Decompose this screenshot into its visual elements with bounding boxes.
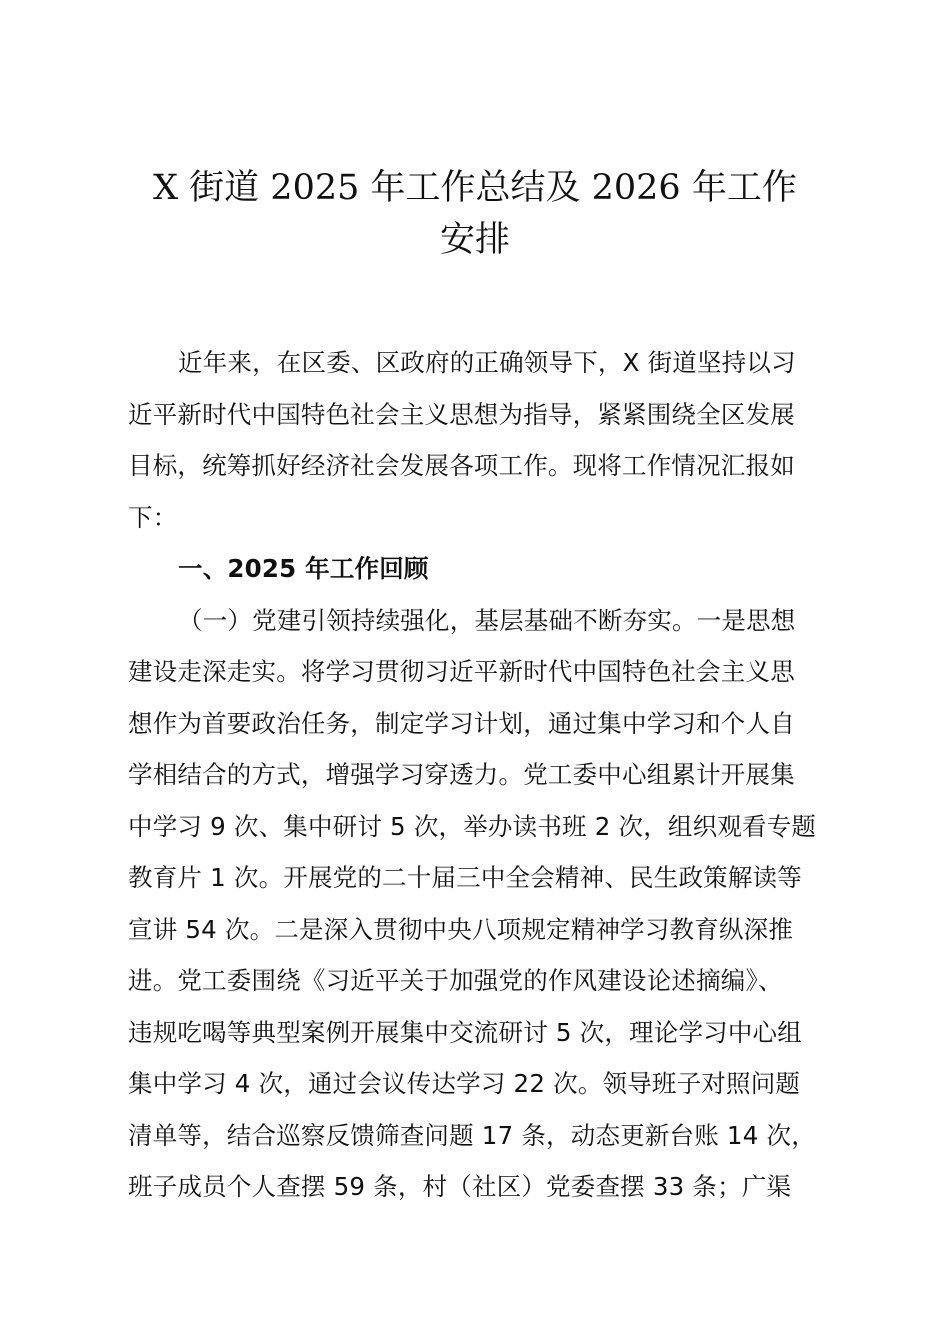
paragraph-line: 宣讲 54 次。二是深入贯彻中央八项规定精神学习教育纵深推 bbox=[128, 914, 794, 944]
intro-line: 近年来，在区委、区政府的正确领导下，X 街道坚持以习 bbox=[178, 348, 796, 377]
paragraph-line: （一）党建引领持续强化，基层基础不断夯实。一是思想 bbox=[178, 605, 796, 635]
paragraph-line: 教育片 1 次。开展党的二十届三中全会精神、民生政策解读等 bbox=[128, 863, 802, 892]
intro-line: 目标，统筹抓好经济社会发展各项工作。现将工作情况汇报如 bbox=[128, 451, 795, 480]
title-line-1: X 街道 2025 年工作总结及 2026 年工作 bbox=[153, 168, 797, 208]
paragraph-line: 集中学习 4 次，通过会议传达学习 22 次。领导班子对照问题 bbox=[128, 1069, 801, 1098]
paragraph-line: 班子成员个人查摆 59 条，村（社区）党委查摆 33 条；广渠 bbox=[128, 1172, 792, 1201]
document-body bbox=[128, 337, 828, 1213]
section-heading: 一、2025 年工作回顾 bbox=[178, 554, 429, 583]
intro-line: 近平新时代中国特色社会主义思想为指导，紧紧围绕全区发展 bbox=[128, 399, 795, 429]
intro-line: 下： bbox=[128, 502, 178, 532]
paragraph-line: 中学习 9 次、集中研讨 5 次，举办读书班 2 次，组织观看专题 bbox=[128, 811, 817, 841]
paragraph-line: 想作为首要政治任务，制定学习计划，通过集中学习和个人自 bbox=[128, 708, 795, 738]
title-line-2: 安排 bbox=[439, 220, 510, 260]
document-title bbox=[120, 162, 830, 266]
paragraph-line: 进。党工委围绕《习近平关于加强党的作风建设论述摘编》、 bbox=[128, 966, 783, 995]
paragraph-line: 建设走深走实。将学习贯彻习近平新时代中国特色社会主义思 bbox=[128, 657, 795, 686]
paragraph-line: 违规吃喝等典型案例开展集中交流研讨 5 次，理论学习中心组 bbox=[128, 1017, 802, 1047]
paragraph-line: 学相结合的方式，增强学习穿透力。党工委中心组累计开展集 bbox=[128, 760, 795, 789]
paragraph-line: 清单等，结合巡察反馈筛查问题 17 条，动态更新台账 14 次， bbox=[128, 1120, 816, 1150]
